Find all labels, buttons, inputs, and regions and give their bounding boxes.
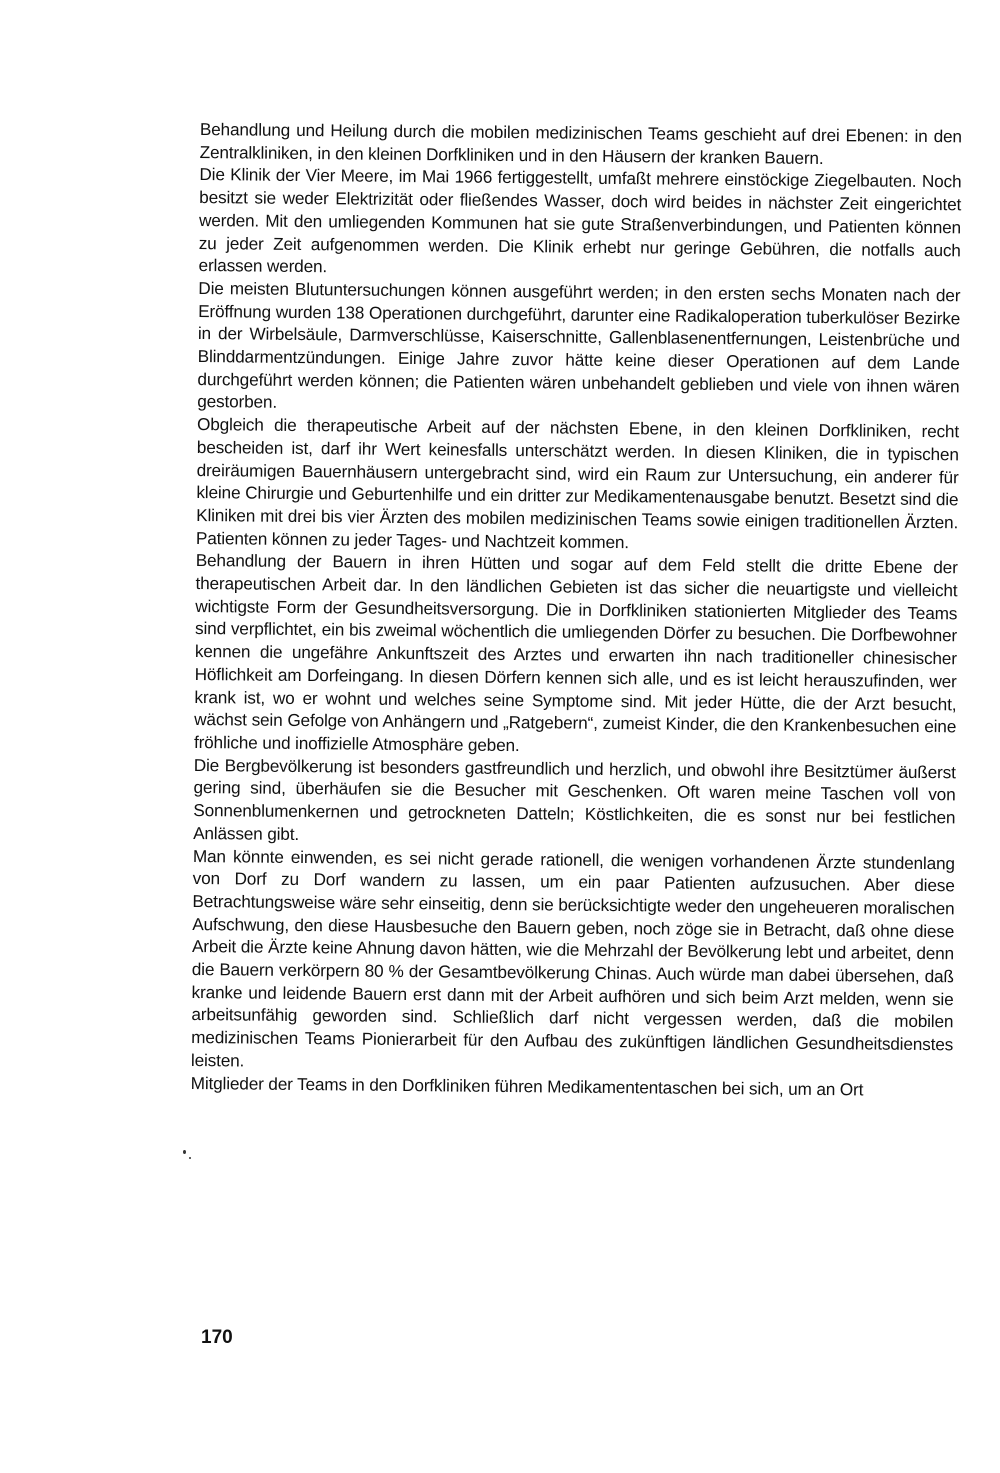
- paragraph-home-visits: Behandlung der Bauern in ihren Hütten und sogar auf dem Feld stellt die dritte Ebene der therapeutischen Arbeit dar. In den ländlichen Gebieten ist das sicher die neuartigste und vielleicht wichtigste Form der Gesundheitsversorgung. Die in Dorfkliniken stationierten Mitglieder des Teams sind verpflichtet, ein bis zweimal wöchentlich die umliegenden Dörfer zu besuchen. Die Dorfbewohner kennen die ungefähre Ankunftszeit des Arztes und erwarten ihn nach traditioneller chinesischer Höflichkeit am Dorfeingang. In diesen Dörfern kennen sich alle, und es ist leicht herauszufinden, wer krank ist, wo er wohnt und welches seine Symptome sind. Mit jeder Hütte, die der Arzt besucht, wächst sein Gefolge von Anhängern und „Ratgebern“, zumeist Kinder, die den Krankenbesuchen eine fröhliche und inoffizielle Atmosphäre geben.: [193, 550, 958, 756]
- scan-speck-dot: [189, 1157, 191, 1159]
- body-text: [191, 118, 962, 1102]
- paragraph-operations: Die meisten Blutuntersuchungen können ausgeführt werden; in den ersten sechs Monaten nach der Eröffnung wurden 138 Operationen durchgeführt, darunter eine Radikaloperation tuberkulöser Bezirke in der Wirbelsäule, Darmverschlüsse, Kaiserschnitte, Gallenblasenentfernungen, Leistenbrüche und Blinddarmentzündungen. Einige Jahre zuvor hätte keine dieser Operationen auf dem Lande durchgeführt werden können; die Patienten wären unbehandelt geblieben und viele von ihnen wären gestorben.: [197, 277, 961, 413]
- paragraph-rationality: Man könnte einwenden, es sei nicht gerade rationell, die wenigen vorhandenen Ärzte stundenlang von Dorf zu Dorf wandern zu lassen, um ein paar Patienten aufzusuchen. Aber diese Betrachtungsweise wäre sehr einseitig, denn sie berücksichtigte weder den ungeheueren moralischen Aufschwung, den diese Hausbesuche den Bauern geben, noch zöge sie in Betracht, daß ohne diese Arbeit die Ärzte keine Ahnung davon hätten, wie die Mehrzahl der Bevölkerung lebt und arbeitet, denn die Bauern verkörpern 80 % der Gesamtbevölkerung Chinas. Auch würde man dabei übersehen, daß kranke und leidende Bauern erst dann mit der Arbeit aufhören und sich beim Arzt melden, wenn sie arbeitsunfähig geworden sind. Schließlich darf nicht vergessen werden, daß die mobilen medizinischen Teams Pionierarbeit für den Aufbau des zukünftigen ländlichen Gesundheitsdienstes leisten.: [190, 845, 955, 1071]
- paragraph-treatment-levels: Behandlung und Heilung durch die mobilen medizinischen Teams geschieht auf drei Ebenen: in den Zentralkliniken, in den kleinen Dorfkliniken und in den Häusern der kranken Bauern.: [199, 118, 962, 168]
- paragraph-village-clinics: Obgleich die therapeutische Arbeit auf der nächsten Ebene, in den kleinen Dorfkliniken, recht bescheiden ist, darf ihr Wert keinesfalls unterschätzt werden. In diesen Kliniken, die in typischen dreiräumigen Bauernhäusern untergebracht sind, wird ein Raum zur Untersuchung, ein anderer für kleine Chirurgie und Geburtenhilfe und ein dritter zur Medikamentenausgabe benutzt. Besetzt sind die Kliniken mit drei bis vier Ärzten des mobilen medizinischen Teams sowie einigen traditionellen Ärzten. Patienten können zu jeder Tages- und Nachtzeit kommen.: [195, 414, 960, 552]
- paragraph-medicine-bags: Mitglieder der Teams in den Dorfkliniken führen Medikamententaschen bei sich, um an Ort: [190, 1072, 864, 1099]
- scan-speck-mark: [183, 1150, 186, 1154]
- paragraph-clinic-four-seas: Die Klinik der Vier Meere, im Mai 1966 fertiggestellt, umfaßt mehrere einstöckige Ziegelbauten. Noch besitzt sie weder Elektrizität oder fließendes Wasser, doch wird beides in nächster Zeit eingerichtet werden. Mit den umliegenden Kommunen hat sie gute Straßenverbindungen, und Patienten können zu jeder Zeit aufgenommen werden. Die Klinik erhebt nur geringe Gebühren, die notfalls auch erlassen werden.: [198, 164, 962, 277]
- page-number: 170: [201, 1327, 233, 1348]
- paragraph-mountain-population: Die Bergbevölkerung ist besonders gastfreundlich und herzlich, und obwohl ihre Besitztümer äußerst gering sind, überhäufen sie die Besucher mit Geschenken. Oft waren meine Taschen voll von Sonnenblumenkernen und getrockneten Datteln; Köstlichkeiten, die es sonst nur bei festlichen Anlässen gibt.: [193, 754, 956, 844]
